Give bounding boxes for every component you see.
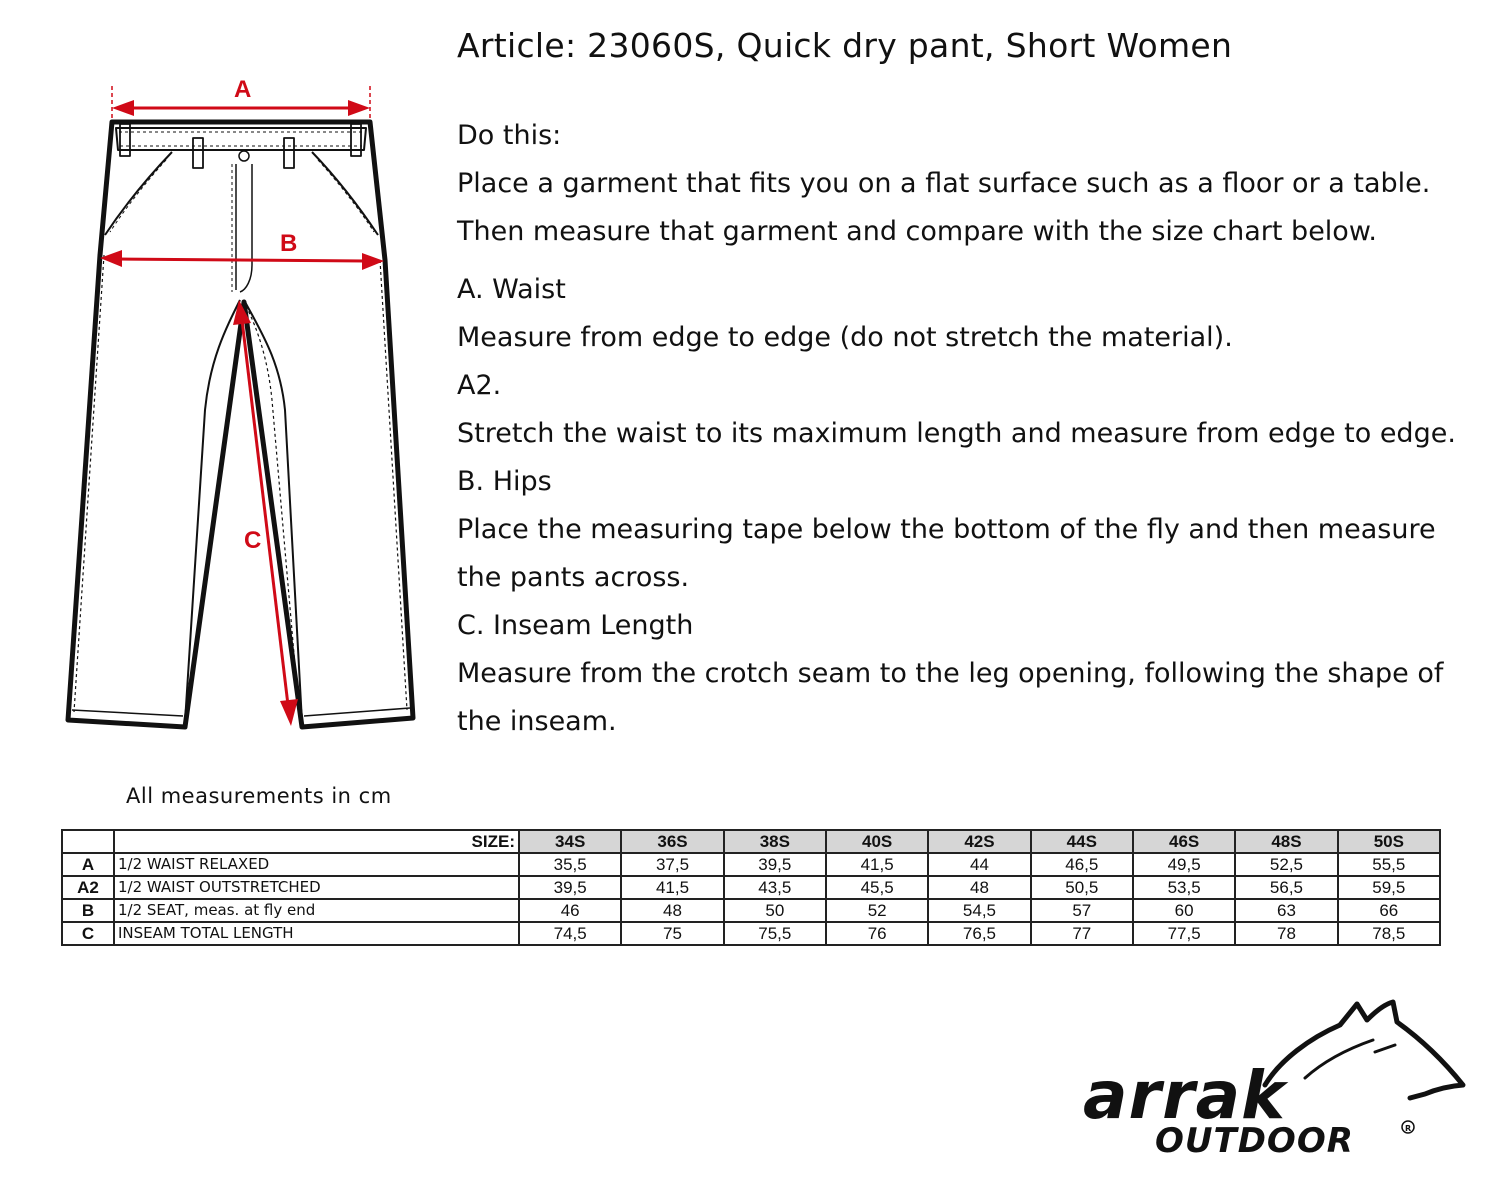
table-cell: 41,5 xyxy=(621,876,723,899)
table-cell: 55,5 xyxy=(1338,853,1440,876)
size-label: SIZE: xyxy=(114,830,519,853)
table-cell: 60 xyxy=(1133,899,1235,922)
pants-outline xyxy=(68,122,413,727)
label-b: B xyxy=(280,230,298,257)
hips-text: Place the measuring tape below the bottom of the fly and then measure the pants across. xyxy=(457,514,1436,593)
table-cell: 46,5 xyxy=(1031,853,1133,876)
page-title: Article: 23060S, Quick dry pant, Short Women xyxy=(457,26,1233,65)
table-cell: 52 xyxy=(826,899,928,922)
table-cell: 54,5 xyxy=(928,899,1030,922)
table-cell: 75 xyxy=(621,922,723,945)
measure-guides xyxy=(100,86,384,726)
row-code: A2 xyxy=(62,876,114,899)
size-header: 48S xyxy=(1235,830,1337,853)
table-cell: 77 xyxy=(1031,922,1133,945)
table-cell: 45,5 xyxy=(826,876,928,899)
table-row xyxy=(62,899,1440,922)
inseam-text: Measure from the crotch seam to the leg opening, following the shape of the inseam. xyxy=(457,658,1444,737)
label-c: C xyxy=(244,527,262,554)
row-label: INSEAM TOTAL LENGTH xyxy=(114,922,519,945)
size-header: 40S xyxy=(826,830,928,853)
inseam-heading: C. Inseam Length xyxy=(457,610,694,641)
table-cell: 39,5 xyxy=(519,876,621,899)
size-header: 50S xyxy=(1338,830,1440,853)
table-row xyxy=(62,876,1440,899)
row-label: 1/2 WAIST RELAXED xyxy=(114,853,519,876)
row-label: 1/2 SEAT, meas. at fly end xyxy=(114,899,519,922)
corner-cell xyxy=(62,830,114,853)
table-cell: 77,5 xyxy=(1133,922,1235,945)
logo-sub: OUTDOOR xyxy=(1155,1121,1354,1161)
table-cell: 50,5 xyxy=(1031,876,1133,899)
brand-logo xyxy=(1075,990,1475,1165)
units-note: All measurements in cm xyxy=(126,784,392,808)
table-cell: 56,5 xyxy=(1235,876,1337,899)
table-cell: 49,5 xyxy=(1133,853,1235,876)
label-a: A xyxy=(234,76,252,103)
table-cell: 48 xyxy=(928,876,1030,899)
table-cell: 48 xyxy=(621,899,723,922)
wolf-head-icon xyxy=(1265,1002,1463,1098)
pants-diagram xyxy=(0,0,440,760)
table-cell: 63 xyxy=(1235,899,1337,922)
table-cell: 35,5 xyxy=(519,853,621,876)
table-cell: 59,5 xyxy=(1338,876,1440,899)
table-cell: 37,5 xyxy=(621,853,723,876)
size-header: 44S xyxy=(1031,830,1133,853)
table-cell: 53,5 xyxy=(1133,876,1235,899)
table-cell: 78,5 xyxy=(1338,922,1440,945)
table-cell: 76 xyxy=(826,922,928,945)
row-code: A xyxy=(62,853,114,876)
size-header: 34S xyxy=(519,830,621,853)
table-cell: 52,5 xyxy=(1235,853,1337,876)
size-chart xyxy=(61,829,1441,946)
do-this-heading: Do this: xyxy=(457,120,562,151)
a2-text: Stretch the waist to its maximum length and measure from edge to edge. xyxy=(457,418,1456,449)
size-header-row xyxy=(62,830,1440,853)
table-cell: 76,5 xyxy=(928,922,1030,945)
row-label: 1/2 WAIST OUTSTRETCHED xyxy=(114,876,519,899)
size-header: 36S xyxy=(621,830,723,853)
table-cell: 44 xyxy=(928,853,1030,876)
size-header: 38S xyxy=(724,830,826,853)
table-row xyxy=(62,853,1440,876)
table-cell: 78 xyxy=(1235,922,1337,945)
size-header: 42S xyxy=(928,830,1030,853)
table-cell: 57 xyxy=(1031,899,1133,922)
instruction-line-1: Place a garment that fits you on a flat surface such as a floor or a table. xyxy=(457,168,1431,199)
table-cell: 41,5 xyxy=(826,853,928,876)
instructions xyxy=(457,112,1467,746)
size-header: 46S xyxy=(1133,830,1235,853)
table-cell: 46 xyxy=(519,899,621,922)
table-cell: 75,5 xyxy=(724,922,826,945)
waist-text: Measure from edge to edge (do not stretch the material). xyxy=(457,322,1233,353)
row-code: C xyxy=(62,922,114,945)
row-code: B xyxy=(62,899,114,922)
table-row xyxy=(62,922,1440,945)
instruction-line-2: Then measure that garment and compare with the size chart below. xyxy=(457,216,1378,247)
table-cell: 39,5 xyxy=(724,853,826,876)
a2-heading: A2. xyxy=(457,370,502,401)
table-cell: 74,5 xyxy=(519,922,621,945)
hips-heading: B. Hips xyxy=(457,466,552,497)
table-cell: 43,5 xyxy=(724,876,826,899)
logo-brand: arrak xyxy=(1083,1057,1287,1134)
table-cell: 50 xyxy=(724,899,826,922)
waist-heading: A. Waist xyxy=(457,274,566,305)
table-cell: 66 xyxy=(1338,899,1440,922)
registered-mark: R xyxy=(1405,1124,1412,1133)
